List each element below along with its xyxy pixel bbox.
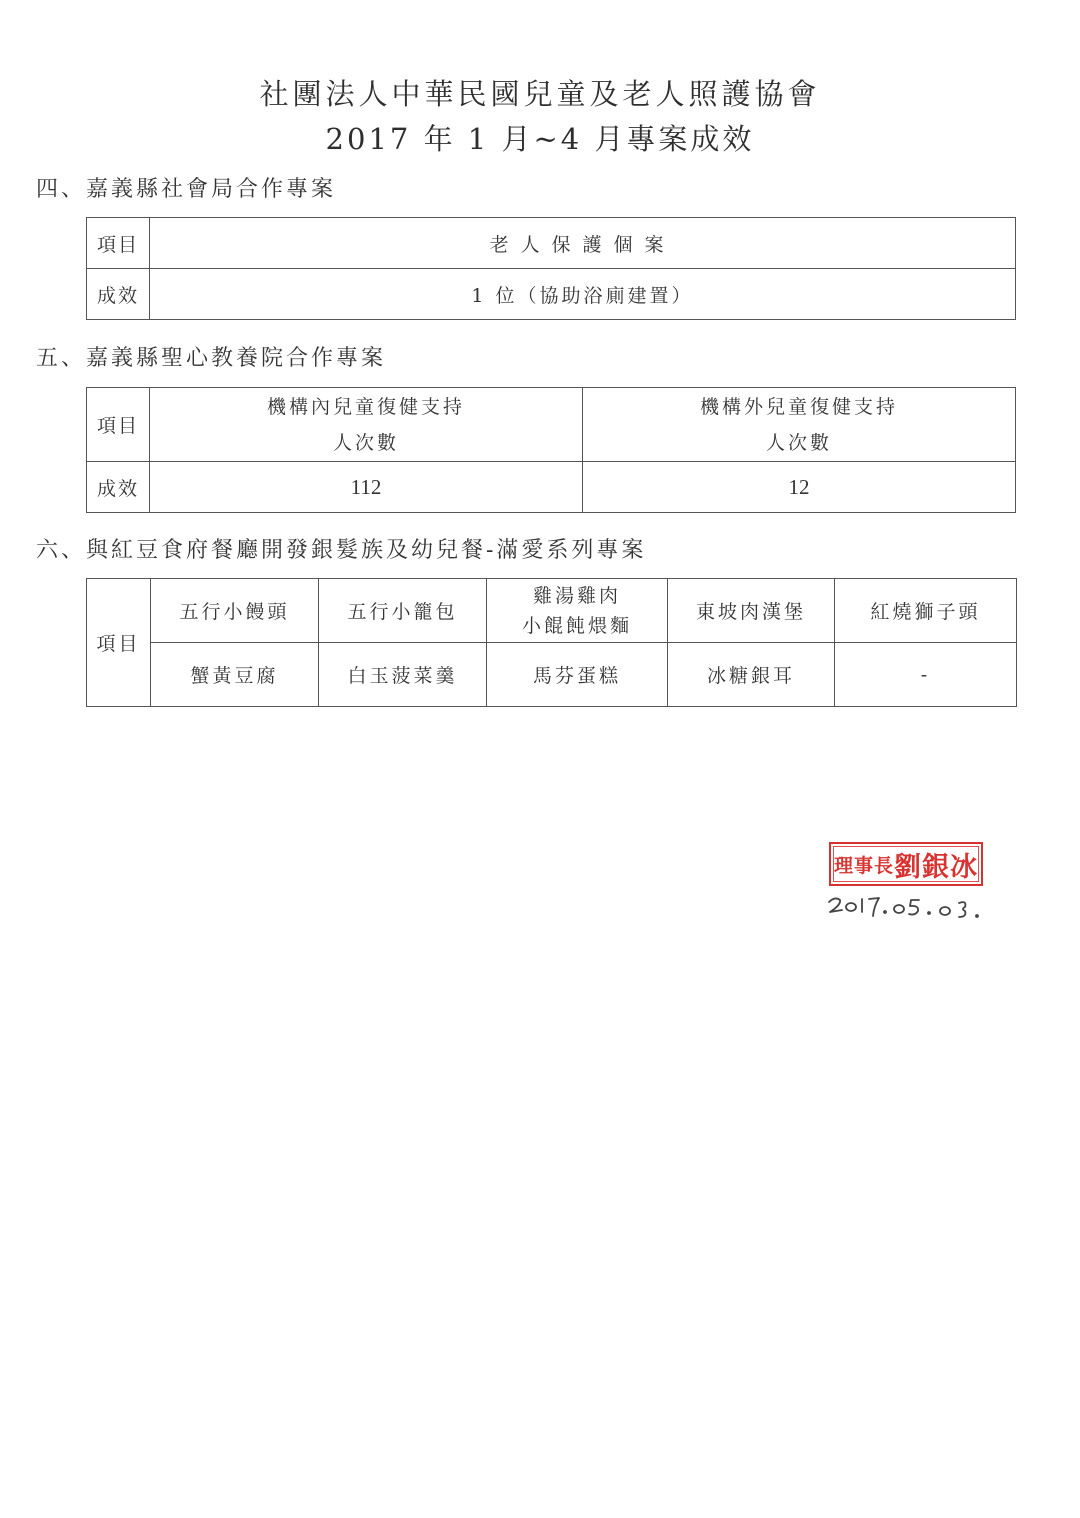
section-5-heading: 五、嘉義縣聖心教養院合作專案	[36, 346, 387, 371]
row-label-item: 項目	[87, 388, 150, 462]
cell-col1-line2: 人次數	[332, 431, 399, 454]
section-5-table	[86, 387, 1016, 513]
cell-col2-value: 12	[583, 462, 1016, 513]
row-label-item: 項目	[87, 579, 151, 707]
cell-col1-header	[150, 388, 583, 462]
chairman-seal-stamp	[829, 842, 983, 886]
handwritten-date-signature	[827, 890, 987, 926]
section-4-table	[86, 217, 1016, 320]
cell-item-value: 老人保護個案	[150, 218, 1016, 269]
menu-item-cell	[487, 579, 668, 643]
section-6-table	[86, 578, 1017, 707]
table-row	[87, 269, 1016, 320]
table-row	[87, 643, 1017, 707]
menu-item-line2: 小餛飩煨麵	[521, 614, 632, 637]
section-6-heading: 六、與紅豆食府餐廳開發銀髮族及幼兒餐-滿愛系列專案	[36, 538, 647, 563]
stamp-title: 理事長	[833, 854, 894, 877]
row-label-result: 成效	[87, 269, 150, 320]
cell-col2-header	[583, 388, 1016, 462]
menu-item-line1: 雞湯雞肉	[532, 584, 621, 607]
table-row	[87, 462, 1016, 513]
menu-item-cell: 五行小籠包	[319, 579, 487, 643]
cell-col2-line1: 機構外兒童復健支持	[699, 395, 898, 418]
cell-col1-value: 112	[150, 462, 583, 513]
table-row	[87, 579, 1017, 643]
row-label-item: 項目	[87, 218, 150, 269]
section-4-heading: 四、嘉義縣社會局合作專案	[36, 177, 337, 202]
menu-item-cell: 蟹黃豆腐	[151, 643, 319, 707]
menu-item-cell: 白玉菠菜羹	[319, 643, 487, 707]
stamp-name: 劉銀冰	[894, 851, 978, 883]
menu-item-cell: -	[835, 643, 1017, 707]
table-row	[87, 218, 1016, 269]
menu-item-cell: 東坡肉漢堡	[668, 579, 835, 643]
menu-item-cell: 冰糖銀耳	[668, 643, 835, 707]
document-subtitle: 2017 年 1 月~4 月專案成效	[325, 122, 755, 156]
cell-col2-line2: 人次數	[765, 431, 832, 454]
document-title: 社團法人中華民國兒童及老人照護協會	[259, 77, 821, 111]
cell-result-value: 1 位（協助浴廁建置）	[150, 269, 1016, 320]
menu-item-cell: 紅燒獅子頭	[835, 579, 1017, 643]
row-label-result: 成效	[87, 462, 150, 513]
cell-col1-line1: 機構內兒童復健支持	[266, 395, 465, 418]
menu-item-cell: 五行小饅頭	[151, 579, 319, 643]
table-row	[87, 388, 1016, 462]
menu-item-cell: 馬芬蛋糕	[487, 643, 668, 707]
